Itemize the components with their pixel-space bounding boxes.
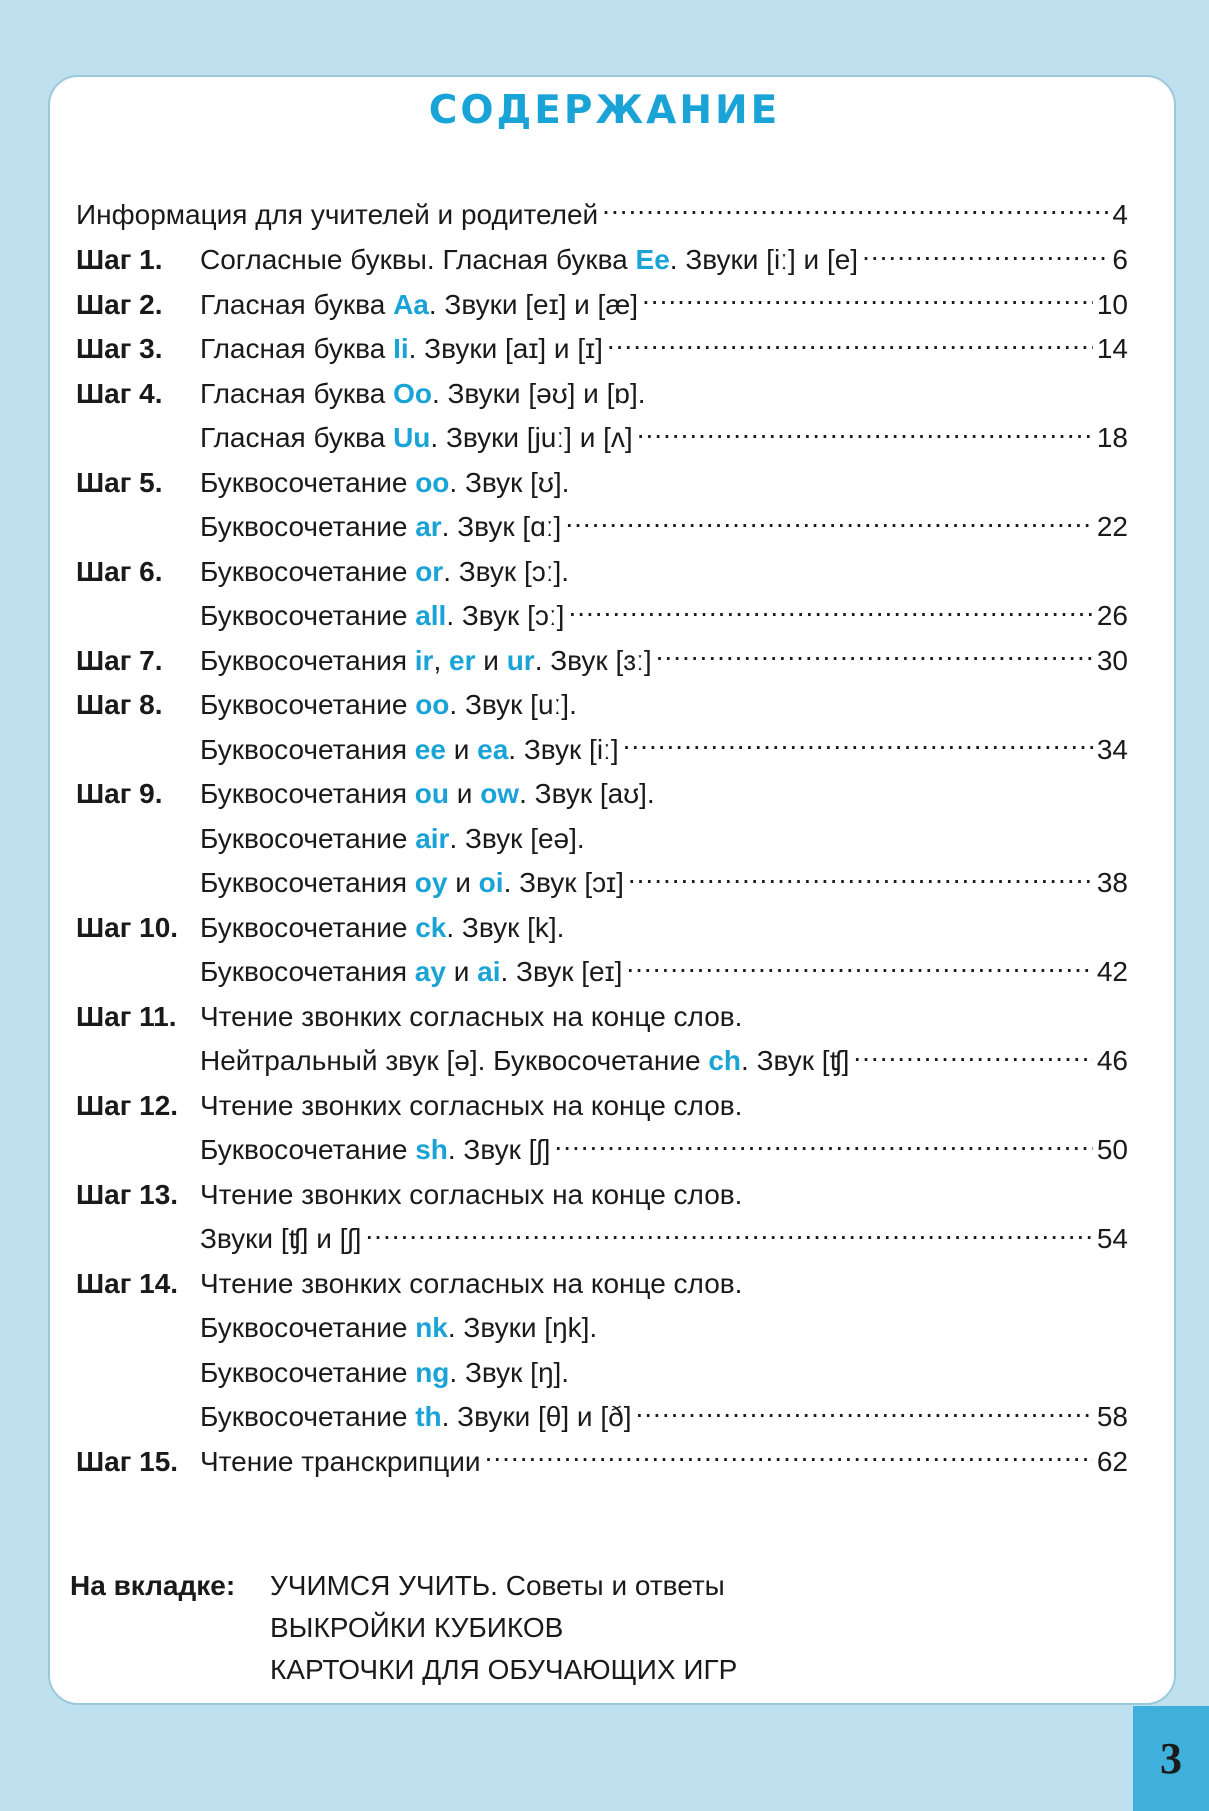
entry-text-part: . Звук [ɔː].: [443, 555, 570, 587]
entry-text-part: Чтение звонких согласных на конце слов.: [200, 1089, 743, 1121]
toc-entry-text: [200, 550, 569, 595]
toc-step-label: Шаг 6.: [76, 555, 163, 587]
entry-text-part: и: [445, 956, 478, 987]
highlighted-letters: ir: [414, 644, 434, 676]
toc-entry-text: [200, 639, 652, 684]
dot-leader: [656, 642, 1093, 670]
highlighted-letters: Aa: [393, 288, 429, 320]
toc-row: [76, 1395, 1128, 1440]
toc-entry-text: [200, 416, 633, 461]
toc-page-number: 6: [1112, 244, 1128, 275]
toc-page-number: 4: [1112, 199, 1128, 230]
toc-entry-text: [200, 861, 624, 906]
entry-text-part: . Звук [aʊ].: [519, 778, 655, 809]
dot-leader: [565, 508, 1093, 536]
toc-page-number: 42: [1096, 956, 1128, 987]
toc-row: [76, 683, 1128, 728]
toc-step-label: Шаг 11.: [76, 1000, 177, 1032]
toc-entry-text: [200, 1128, 550, 1173]
highlighted-letters: ai: [477, 956, 501, 987]
toc-entry-text: [200, 1395, 632, 1440]
toc-entry-text: [200, 238, 858, 283]
toc-entry-text: [200, 1262, 742, 1307]
toc-row: [76, 372, 1128, 417]
entry-text-part: Гласная буква: [200, 422, 394, 453]
toc-entry-text: [200, 327, 603, 372]
entry-text-part: . Звуки [ŋk].: [447, 1312, 598, 1343]
entry-text-part: Чтение звонких согласных на конце слов.: [200, 1178, 743, 1210]
toc-step-label: Шаг 8.: [76, 689, 163, 720]
toc-entry-text: [200, 283, 638, 328]
dot-leader: [637, 419, 1093, 447]
highlighted-letters: ea: [477, 733, 509, 765]
entry-text-part: . Звук [iː]: [508, 733, 619, 765]
entry-text-part: . Звук [eə].: [449, 822, 585, 854]
toc-entry-text: [200, 372, 646, 417]
toc-row: [76, 461, 1128, 506]
highlighted-letters: sh: [415, 1134, 448, 1165]
entry-text-part: Буквосочетание: [200, 555, 416, 587]
toc-step-label: Шаг 10.: [76, 911, 179, 943]
toc-entry-text: [200, 683, 577, 728]
toc-row: [76, 594, 1128, 639]
highlighted-letters: oi: [478, 867, 504, 898]
toc-page-number: 10: [1096, 288, 1128, 320]
entry-text-part: . Звук [ɔɪ]: [503, 867, 624, 898]
toc-entry-text: [200, 1306, 597, 1351]
dot-leader: [602, 196, 1108, 224]
entry-text-part: . Звуки [iː] и [e]: [669, 244, 859, 275]
insert-item: УЧИМСЯ УЧИТЬ. Советы и ответы: [270, 1570, 725, 1601]
highlighted-letters: Oo: [393, 377, 432, 409]
toc-row: [76, 1217, 1128, 1262]
entry-text-part: Буквосочетания: [200, 956, 415, 987]
toc-row: [76, 1084, 1128, 1129]
entry-text-part: и: [475, 644, 507, 676]
dot-leader: [853, 1042, 1092, 1070]
insert-line-3: [70, 1649, 737, 1691]
highlighted-letters: ee: [414, 733, 446, 765]
entry-text-part: Гласная буква: [200, 288, 394, 320]
toc-row: [76, 639, 1128, 684]
highlighted-letters: er: [449, 644, 476, 676]
page-title: СОДЕРЖАНИЕ: [428, 88, 781, 133]
toc-page-number: 30: [1096, 644, 1128, 676]
entry-text-part: . Звуки [juː] и [ʌ]: [430, 422, 633, 453]
entry-text-part: Информация для учителей и родителей: [76, 199, 599, 230]
toc-row: [76, 238, 1128, 283]
dot-leader: [628, 864, 1093, 892]
highlighted-letters: Uu: [393, 422, 431, 453]
entry-text-part: Буквосочетания: [200, 778, 415, 809]
toc-row: [76, 1262, 1128, 1307]
table-of-contents: [76, 192, 1128, 1484]
highlighted-letters: ar: [415, 511, 442, 542]
entry-text-part: . Звук [ʊ].: [449, 466, 570, 498]
entry-text-part: . Звуки [θ] и [ð]: [441, 1401, 632, 1432]
toc-page-number: 54: [1096, 1223, 1128, 1254]
highlighted-letters: ow: [480, 778, 520, 809]
toc-row: [76, 1306, 1128, 1351]
toc-page-number: 22: [1096, 511, 1128, 542]
entry-text-part: Чтение звонких согласных на конце слов.: [200, 1000, 743, 1032]
toc-step-label: Шаг 1.: [76, 244, 163, 275]
toc-step-label: Шаг 9.: [76, 778, 163, 809]
toc-entry-text: [200, 906, 564, 951]
dot-leader: [623, 731, 1093, 759]
dot-leader: [365, 1220, 1092, 1248]
toc-row: [76, 1128, 1128, 1173]
highlighted-letters: air: [415, 822, 450, 854]
highlighted-letters: ck: [415, 911, 447, 943]
dot-leader: [636, 1398, 1093, 1426]
insert-line-1: [70, 1565, 737, 1607]
entry-text-part: . Звуки [aɪ] и [ɪ]: [408, 333, 603, 364]
toc-page-number: 38: [1096, 867, 1128, 898]
toc-step-label: Шаг 2.: [76, 288, 163, 320]
dot-leader: [554, 1131, 1092, 1159]
toc-entry-text: [200, 594, 564, 639]
entry-text-part: . Звук [ɔː]: [446, 600, 565, 631]
toc-step-label: Шаг 14.: [76, 1267, 179, 1299]
toc-entry-text: [200, 995, 742, 1040]
toc-row: [76, 1440, 1128, 1485]
toc-row: [76, 192, 1128, 238]
entry-text-part: . Звук [ɑː]: [441, 511, 562, 542]
entry-text-part: ,: [433, 644, 450, 676]
toc-row: [76, 728, 1128, 773]
toc-row: [76, 861, 1128, 906]
page-number: 3: [1133, 1706, 1209, 1811]
entry-text-part: и: [449, 778, 481, 809]
insert-line-2: [70, 1607, 737, 1649]
toc-row: [76, 906, 1128, 951]
toc-row: [76, 505, 1128, 550]
toc-entry-text: [200, 1173, 742, 1218]
toc-entry-text: [200, 817, 585, 862]
toc-step-label: Шаг 13.: [76, 1178, 179, 1210]
entry-text-part: . Звук [uː].: [449, 689, 577, 720]
toc-entry-text: [200, 1440, 481, 1485]
entry-text-part: Буквосочетание: [200, 911, 416, 943]
entry-text-part: . Звук [ʃ]: [447, 1134, 551, 1165]
highlighted-letters: Ii: [393, 333, 409, 364]
toc-row: [76, 995, 1128, 1040]
toc-page-number: 26: [1096, 600, 1128, 631]
toc-entry-text: [76, 192, 598, 238]
toc-entry-text: [200, 772, 655, 817]
highlighted-letters: all: [415, 600, 447, 631]
entry-text-part: Гласная буква: [200, 377, 394, 409]
toc-row: [76, 1351, 1128, 1396]
entry-text-part: . Звук [ʧ]: [741, 1045, 850, 1076]
toc-row: [76, 416, 1128, 461]
entry-text-part: . Звуки [əʊ] и [ɒ].: [431, 377, 646, 409]
entry-text-part: Буквосочетания: [200, 867, 415, 898]
entry-text-part: Чтение транскрипции: [200, 1445, 481, 1477]
entry-text-part: Буквосочетание: [200, 822, 416, 854]
entry-text-part: и: [447, 867, 479, 898]
highlighted-letters: oo: [415, 689, 450, 720]
toc-step-label: Шаг 12.: [76, 1089, 179, 1121]
insert-item: КАРТОЧКИ ДЛЯ ОБУЧАЮЩИХ ИГР: [270, 1654, 738, 1685]
highlighted-letters: oy: [414, 867, 448, 898]
toc-entry-text: [200, 950, 622, 995]
toc-step-label: Шаг 4.: [76, 377, 163, 409]
toc-row: [76, 550, 1128, 595]
insert-section: [70, 1565, 737, 1691]
entry-text-part: Буквосочетание: [200, 1401, 416, 1432]
dot-leader: [568, 597, 1092, 625]
entry-text-part: Гласная буква: [200, 333, 394, 364]
toc-page-number: 46: [1096, 1045, 1128, 1076]
toc-row: [76, 283, 1128, 328]
toc-step-label: Шаг 5.: [76, 466, 163, 498]
entry-text-part: Чтение звонких согласных на конце слов.: [200, 1267, 743, 1299]
entry-text-part: Буквосочетания: [200, 644, 415, 676]
entry-text-part: Буквосочетание: [200, 511, 416, 542]
dot-leader: [862, 241, 1108, 269]
entry-text-part: . Звук [k].: [446, 911, 565, 943]
toc-entry-text: [200, 728, 619, 773]
toc-step-label: Шаг 15.: [76, 1445, 179, 1477]
highlighted-letters: ay: [414, 956, 446, 987]
toc-page-number: 14: [1096, 333, 1128, 364]
toc-entry-text: [200, 1351, 569, 1396]
highlighted-letters: oo: [415, 466, 450, 498]
toc-entry-text: [200, 1039, 849, 1084]
toc-page-number: 58: [1096, 1401, 1128, 1432]
entry-text-part: Звуки [ʧ] и [ʃ]: [200, 1223, 362, 1254]
entry-text-part: Согласные буквы. Гласная буква: [200, 244, 636, 275]
entry-text-part: . Звуки [eɪ] и [æ]: [428, 288, 639, 320]
toc-page-number: 50: [1096, 1134, 1128, 1165]
entry-text-part: . Звук [ŋ].: [449, 1356, 570, 1388]
dot-leader: [607, 330, 1093, 358]
highlighted-letters: ur: [506, 644, 535, 676]
highlighted-letters: Ee: [635, 244, 670, 275]
entry-text-part: Буквосочетание: [200, 600, 416, 631]
toc-page-number: 34: [1096, 733, 1128, 765]
entry-text-part: Нейтральный звук [ə]. Буквосочетание: [200, 1045, 709, 1076]
entry-text-part: Буквосочетание: [200, 1134, 416, 1165]
entry-text-part: и: [445, 733, 478, 765]
toc-row: [76, 1039, 1128, 1084]
toc-entry-text: [200, 1217, 361, 1262]
insert-item: ВЫКРОЙКИ КУБИКОВ: [270, 1612, 564, 1643]
toc-page-number: 62: [1096, 1445, 1128, 1477]
entry-text-part: . Звук [ɜː]: [534, 644, 652, 676]
dot-leader: [485, 1443, 1093, 1471]
toc-page-number: 18: [1096, 422, 1128, 453]
toc-entry-text: [200, 1084, 742, 1129]
toc-step-label: Шаг 3.: [76, 333, 163, 364]
entry-text-part: Буквосочетания: [200, 733, 415, 765]
entry-text-part: Буквосочетание: [200, 1356, 416, 1388]
highlighted-letters: or: [415, 555, 444, 587]
highlighted-letters: ou: [414, 778, 449, 809]
toc-row: [76, 1173, 1128, 1218]
toc-entry-text: [200, 505, 561, 550]
dot-leader: [626, 953, 1092, 981]
highlighted-letters: ng: [415, 1356, 450, 1388]
toc-row: [76, 950, 1128, 995]
entry-text-part: Буквосочетание: [200, 466, 416, 498]
highlighted-letters: th: [415, 1401, 442, 1432]
toc-entry-text: [200, 461, 569, 506]
toc-row: [76, 817, 1128, 862]
entry-text-part: . Звук [eɪ]: [500, 956, 623, 987]
toc-row: [76, 772, 1128, 817]
toc-row: [76, 327, 1128, 372]
highlighted-letters: nk: [415, 1312, 448, 1343]
highlighted-letters: ch: [708, 1045, 742, 1076]
entry-text-part: Буквосочетание: [200, 1312, 416, 1343]
toc-step-label: Шаг 7.: [76, 644, 163, 676]
entry-text-part: Буквосочетание: [200, 689, 416, 720]
dot-leader: [642, 286, 1093, 314]
insert-label: На вкладке:: [70, 1570, 236, 1601]
